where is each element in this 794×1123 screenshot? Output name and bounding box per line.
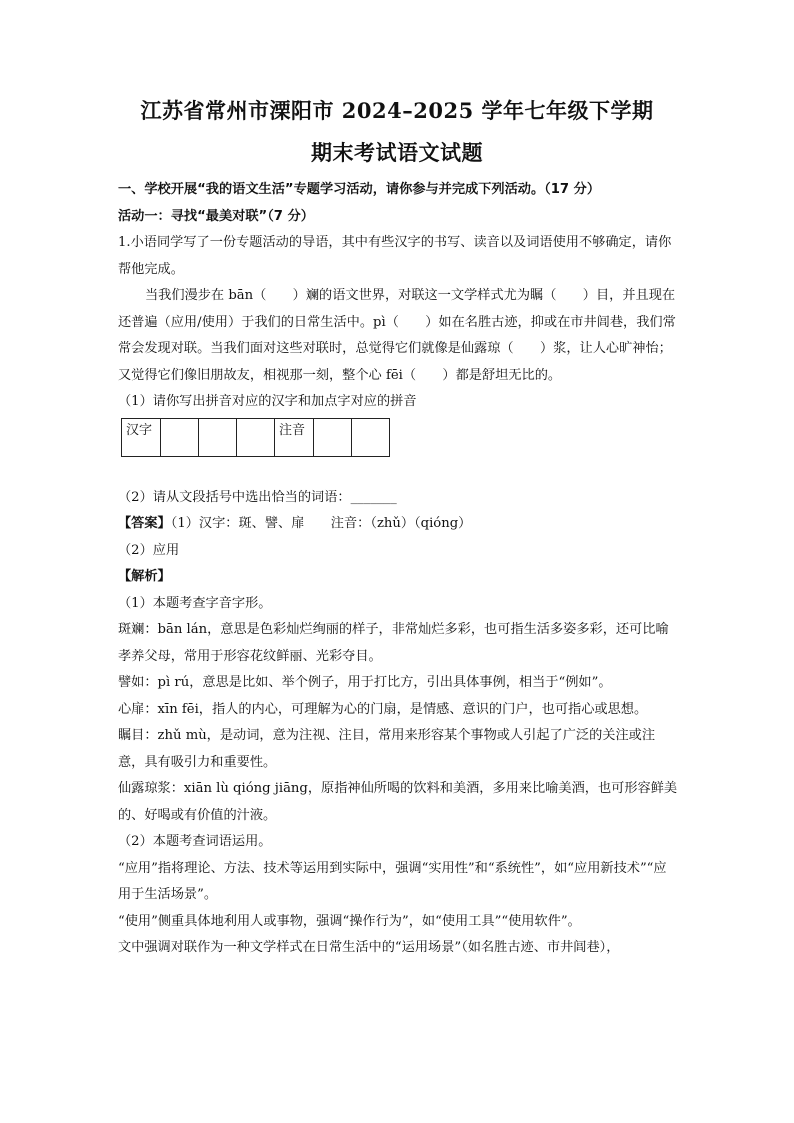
- analysis-last: 文中强调对联作为一种文学样式在日常生活中的“运用场景”（如名胜古迹、市井闾巷），: [118, 940, 620, 955]
- analysis-tag: 【解析】: [118, 569, 171, 584]
- analysis-zhumu: 瞩目：zhǔ mù，是动词，意为注视、注目，常用来形容某个事物或人引起了广泛的关注或注意，具有吸引力和重要性。: [118, 728, 656, 770]
- table-blank-cell[interactable]: [237, 418, 275, 456]
- table-blank-cell[interactable]: [161, 418, 199, 456]
- section1-heading: 一、学校开展“我的语文生活”专题学习活动，请你参与并完成下列活动。（17 分）: [118, 182, 601, 197]
- table-label-zhuyin: 注音: [275, 418, 314, 456]
- answer-tag: 【答案】: [118, 516, 171, 531]
- table-row: [122, 418, 390, 456]
- page-title-line2: 期末考试语文试题: [311, 140, 483, 165]
- analysis-banlan: 斑斓：bān lán，意思是色彩灿烂绚丽的样子，非常灿烂多彩，也可指生活多姿多彩，还可比喻孝养父母，常用于形容花纹鲜丽、光彩夺目。: [118, 622, 669, 664]
- analysis-part1: （1）本题考查字音字形。: [118, 595, 272, 611]
- answer-line2: （2）应用: [118, 542, 180, 558]
- analysis-yingyong: “应用”指将理论、方法、技术等运用到实际中，强调“实用性”和“系统性”，如“应用新技术”“应用于生活场景”。: [118, 860, 667, 902]
- question1-sub2: （2）请从文段括号中选出恰当的词语：_______: [118, 489, 397, 505]
- page-title-line1: 江苏省常州市溧阳市 2024–2025 学年七年级下学期: [140, 98, 654, 123]
- question1-intro: 1.小语同学写了一份专题活动的导语，其中有些汉字的书写、读音以及词语使用不够确定，请你帮他完成。: [118, 235, 672, 277]
- question1-sub1: （1）请你写出拼音对应的汉字和加点字对应的拼音: [118, 394, 417, 409]
- answer-table: [121, 418, 390, 457]
- analysis-shiyong: “使用”侧重具体地利用人或事物，强调“操作行为”，如“使用工具”“使用软件”。: [118, 913, 581, 929]
- analysis-piru: 譬如：pì rú，意思是比如、举个例子，用于打比方，引出具体事例，相当于“例如”。: [118, 675, 612, 690]
- answer-text-1: （1）汉字：斑、譬、扉 注音：（zhǔ）（qióng）: [170, 516, 472, 531]
- table-blank-cell[interactable]: [199, 418, 237, 456]
- question1-passage: 当我们漫步在 bān（ ）斓的语文世界，对联这一文学样式尤为瞩（ ）目，并且现在还普遍（应用/使用）于我们的日常生活中。pì（ ）如在名胜古迹，抑或在市井闾巷，我们常常会发现对联。当我们面对这些对联时，总觉得它们就像是仙露琼（ ）浆，让人心旷神怡；又觉得它们像旧朋故友，相视那一刻，整个心 fēi（ ）都是舒坦无比的。: [118, 288, 676, 383]
- analysis-part2: （2）本题考查词语运用。: [118, 834, 272, 849]
- table-blank-cell[interactable]: [352, 418, 390, 456]
- activity1-heading: 活动一：寻找“最美对联”（7 分）: [118, 208, 314, 224]
- document-body: [118, 177, 678, 962]
- answer-line1: [118, 511, 678, 538]
- analysis-xianlu: 仙露琼浆：xiān lù qióng jiāng，原指神仙所喝的饮料和美酒，多用来比喻美酒，也可形容鲜美的、好喝或有价值的汁液。: [118, 781, 678, 823]
- table-label-hanzi: 汉字: [122, 418, 161, 456]
- table-blank-cell[interactable]: [314, 418, 352, 456]
- analysis-xinfei: 心扉：xīn fēi，指人的内心，可理解为心的门扇，是情感、意识的门户，也可指心或思想。: [118, 701, 648, 717]
